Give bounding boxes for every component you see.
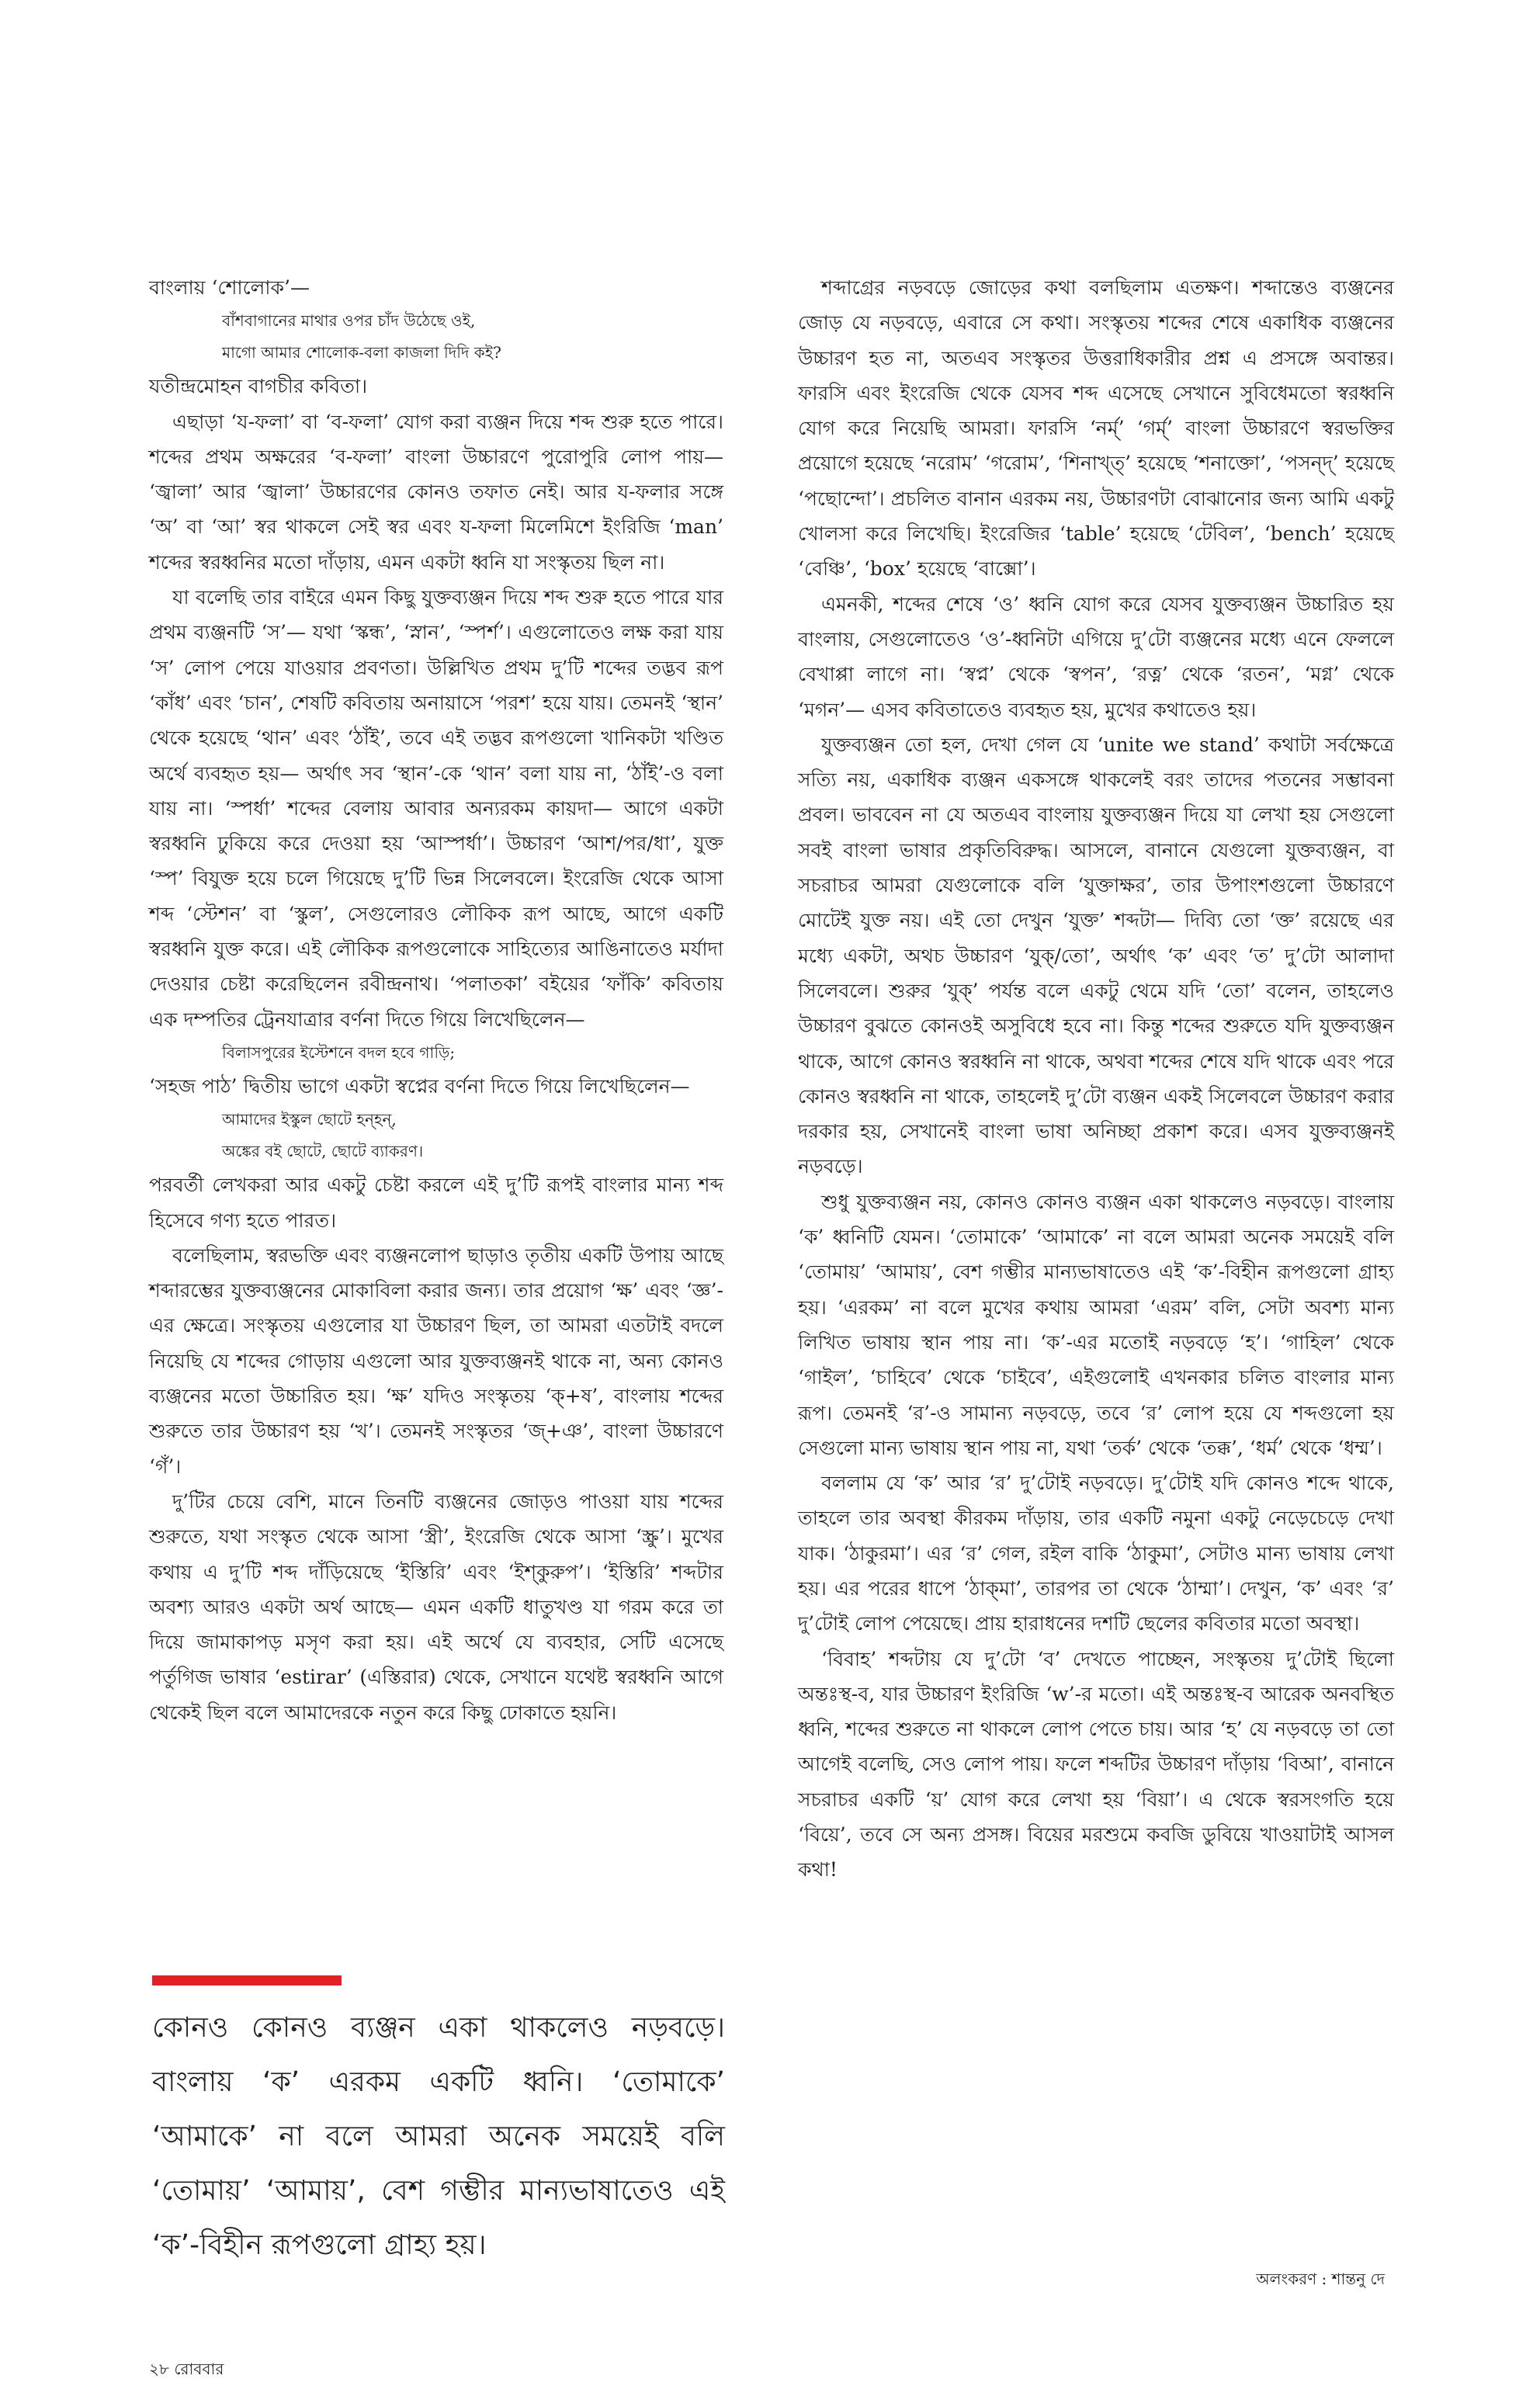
body-paragraph: দু’টির চেয়ে বেশি, মানে তিনটি ব্যঞ্জনের জোড়ও পাওয়া যায় শব্দের শুরুতে, যথা সংস্কৃত থেকে আসা ‘স্ত্রী’, ইংরেজি থেকে আসা ‘স্ক্রু’। মুখের কথায় এ দু’টি শব্দ দাঁড়িয়েছে ‘ইস্তিরি’ এবং ‘ইশ্‌কুরুপ’। ‘ইস্তিরি’ শব্দটার অবশ্য আরও একটা অর্থ আছে— এমন একটি ধাতুখণ্ড যা গরম করে তা দিয়ে জামাকাপড় মসৃণ করা হয়। এই অর্থে যে ব্যবহার, সেটি এসেছে পর্তুগিজ ভাষার ‘estirar’ (এস্তিরার) থেকে, সেখানে যথেষ্ট স্বরধ্বনি আগে থেকেই ছিল বলে আমাদেরকে নতুন করে কিছু ঢোকাতে হয়নি। (149, 1490, 723, 1724)
body-paragraph: যা বলেছি তার বাইরে এমন কিছু যুক্তব্যঞ্জন দিয়ে শব্দ শুরু হতে পারে যার প্রথম ব্যঞ্জনটি ‘স’— যথা ‘স্কন্ধ’, ‘স্নান’, ‘স্পর্শ’। এগুলোতেও লক্ষ করা যায় ‘স’ লোপ পেয়ে যাওয়ার প্রবণতা। উল্লিখিত প্রথম দু’টি শব্দের তদ্ভব রূপ ‘কাঁধ’ এবং ‘চান’, শেষটি কবিতায় অনায়াসে ‘পরশ’ হয়ে যায়। তেমনই ‘স্থান’ থেকে হয়েছে ‘থান’ এবং ‘ঠাঁই’, তবে এই তদ্ভব রূপগুলো খানিকটা খণ্ডিত অর্থে ব্যবহৃত হয়— অর্থাৎ সব ‘স্থান’-কে ‘থান’ বলা যায় না, ‘ঠাঁই’-ও বলা যায় না। ‘স্পর্ধা’ শব্দের বেলায় আবার অন্যরকম কায়দা— আগে একটা স্বরধ্বনি ঢুকিয়ে করে দেওয়া হয় ‘আস্পর্ধা’। উচ্চারণ ‘আশ/পর/ধা’, যুক্ত ‘স্প’ বিযুক্ত হয়ে চলে গিয়েছে দু’টি ভিন্ন সিলেবলে। ইংরেজি থেকে আসা শব্দ ‘স্টেশন’ বা ‘স্কুল’, সেগুলোরও লৌকিক রূপ আছে, আগে একটি স্বরধ্বনি যুক্ত করে। এই লৌকিক রূপগুলোকে সাহিত্যের আঙিনাতেও মর্যাদা দেওয়ার চেষ্টা করেছিলেন রবীন্দ্রনাথ। ‘পলাতকা’ বইয়ের ‘ফাঁকি’ কবিতায় এক দম্পতির ট্রেনযাত্রার বর্ণনা দিতে গিয়ে লিখেছিলেন— (149, 586, 723, 1031)
body-paragraph: বললাম যে ‘ক’ আর ‘র’ দু’টোই নড়বড়ে। দু’টোই যদি কোনও শব্দে থাকে, তাহলে তার অবস্থা কীরকম দাঁড়ায়, তার একটি নমুনা একটু নেড়েচেড়ে দেখা যাক। ‘ঠাকুরমা’। এর ‘র’ গেল, রইল বাকি ‘ঠাকুমা’, সেটাও মান্য ভাষায় লেখা হয়। এর পরের ধাপে ‘ঠাক্‌মা’, তারপর তা থেকে ‘ঠাম্মা’। দেখুন, ‘ক’ এবং ‘র’ দু’টোই লোপ পেয়েছে। প্রায় হারাধনের দশটি ছেলের কবিতার মতো অবস্থা। (798, 1472, 1394, 1635)
body-paragraph: যতীন্দ্রমোহন বাগচীর কবিতা। (149, 375, 368, 398)
body-paragraph: শব্দাগ্রের নড়বড়ে জোড়ের কথা বলছিলাম এতক্ষণ। শব্দান্তেও ব্যঞ্জনের জোড় যে নড়বড়ে, এবারে সে কথা। সংস্কৃতয় শব্দের শেষে একাধিক ব্যঞ্জনের উচ্চারণ হত না, অতএব সংস্কৃতর উত্তরাধিকারীর প্রশ্ন এ প্রসঙ্গে অবান্তর। ফারসি এবং ইংরেজি থেকে যেসব শব্দ এসেছে সেখানে সুবিধেমতো স্বরধ্বনি যোগ করে নিয়েছি আমরা। ফারসি ‘নর্ম্’ ‘গর্ম্’ বাংলা উচ্চারণে স্বরভক্তির প্রয়োগে হয়েছে ‘নরোম’ ‘গরোম’, ‘শিনাখ্‌ত্’ হয়েছে ‘শনাক্তো’, ‘পসন্দ্’ হয়েছে ‘পছোন্দো’। প্রচলিত বানান এরকম নয়, উচ্চারণটা বোঝানোর জন্য আমি একটু খোলসা করে লিখেছি। ইংরেজির ‘table’ হয়েছে ‘টেবিল’, ‘bench’ হয়েছে ‘বেঞ্চি’, ‘box’ হয়েছে ‘বাক্সো’। (798, 276, 1395, 581)
body-paragraph: পরবর্তী লেখকরা আর একটু চেষ্টা করলে এই দু’টি রূপই বাংলার মান্য শব্দ হিসেবে গণ্য হতে পারত। (149, 1174, 723, 1232)
body-paragraph: ‘বিবাহ’ শব্দটায় যে দু’টো ‘ব’ দেখতে পাচ্ছেন, সংস্কৃতয় দু’টোই ছিলো অন্তঃস্থ-ব, যার উচ্চারণ ইংরিজি ‘w’-র মতো। এই অন্তঃস্থ-ব আরেক অনবস্থিত ধ্বনি, শব্দের শুরুতে না থাকলে লোপ পেতে চায়। আর ‘হ’ যে নড়বড়ে তা তো আগেই বলেছি, সেও লোপ পায়। ফলে শব্দটির উচ্চারণ দাঁড়ায় ‘বিআ’, বানানে সচরাচর একটি ‘য়’ যোগ করে লেখা হয় ‘বিয়া’। এ থেকে স্বরসংগতি হয়ে ‘বিয়ে’, তবে সে অন্য প্রসঙ্গ। বিয়ের মরশুমে কবজি ডুবিয়ে খাওয়াটাই আসল কথা! (798, 1647, 1394, 1881)
body-paragraph: এমনকী, শব্দের শেষে ‘ও’ ধ্বনি যোগ করে যেসব যুক্তব্যঞ্জন উচ্চারিত হয় বাংলায়, সেগুলোতেও ‘ও’-ধ্বনিটা এগিয়ে দু’টো ব্যঞ্জনের মধ্যে এনে ফেললে বেখাপ্পা লাগে না। ‘স্বপ্ন’ থেকে ‘স্বপন’, ‘রত্ন’ থেকে ‘রতন’, ‘মগ্ন’ থেকে ‘মগন’— এসব কবিতাতেও ব্যবহৃত হয়, মুখের কথাতেও হয়। (798, 592, 1394, 721)
verse-line: অঙ্কের বই ছোটে, ছোটে ব্যাকরণ। (222, 1142, 424, 1161)
left-column (149, 270, 723, 1730)
verse-line: বাঁশবাগানের মাথার ওপর চাঁদ উঠেছে ওই, (222, 311, 476, 331)
verse-line: আমাদের ইস্কুল ছোটে হন্হন্, (222, 1110, 397, 1129)
illustration-credit: অলংকরণ : শান্তনু দে (1256, 2270, 1385, 2288)
right-column (798, 270, 1394, 1888)
body-paragraph: ‘সহজ পাঠ’ দ্বিতীয় ভাগে একটা স্বপ্নের বর্ণনা দিতে গিয়ে লিখেছিলেন— (149, 1074, 690, 1098)
body-paragraph: বলেছিলাম, স্বরভক্তি এবং ব্যঞ্জনলোপ ছাড়াও তৃতীয় একটি উপায় আছে শব্দারম্ভের যুক্তব্যঞ্জনের মোকাবিলা করার জন্য। তার প্রয়োগ ‘ক্ষ’ এবং ‘জ্ঞ’-এর ক্ষেত্রে। সংস্কৃতয় এগুলোর যা উচ্চারণ ছিল, তা আমরা এতটাই বদলে নিয়েছি যে শব্দের গোড়ায় এগুলো আর যুক্তব্যঞ্জনই থাকে না, অন্য কোনও ব্যঞ্জনের মতো উচ্চারিত হয়। ‘ক্ষ’ যদিও সংস্কৃতয় ‘ক্+ষ’, বাংলায় শব্দের শুরুতে তার উচ্চারণ হয় ‘খ’। তেমনই সংস্কৃতর ‘জ্+ঞ’, বাংলা উচ্চারণে ‘গঁ’। (149, 1243, 723, 1478)
body-paragraph: শুধু যুক্তব্যঞ্জন নয়, কোনও কোনও ব্যঞ্জন একা থাকলেও নড়বড়ে। বাংলায় ‘ক’ ধ্বনিটি যেমন। ‘তোমাকে’ ‘আমাকে’ না বলে আমরা অনেক সময়েই বলি ‘তোমায়’ ‘আমায়’, বেশ গম্ভীর মান্যভাষাতেও এই ‘ক’-বিহীন রূপগুলো গ্রাহ্য হয়। ‘এরকম’ না বলে মুখের কথায় আমরা ‘এরম’ বলি, সেটা অবশ্য মান্য লিখিত ভাষায় স্থান পায় না। ‘ক’-এর মতোই নড়বড়ে ‘হ’। ‘গাহিল’ থেকে ‘গাইল’, ‘চাহিবে’ থেকে ‘চাইবে’, এইগুলোই এখনকার চলিত বাংলার মান্য রূপ। তেমনই ‘র’-ও সামান্য নড়বড়ে, তবে ‘র’ লোপ হয়ে যে শব্দগুলো হয় সেগুলো মান্য ভাষায় স্থান পায় না, যথা ‘তর্ক’ থেকে ‘তক্ক’, ‘ধর্ম’ থেকে ‘ধম্ম’। (798, 1190, 1394, 1459)
page-footer: ২৮ রোববার (149, 2360, 224, 2378)
pull-quote-accent-bar (152, 1975, 342, 1985)
verse-line: বিলাসপুরের ইস্টেশনে বদল হবে গাড়ি; (222, 1042, 456, 1062)
body-paragraph: যুক্তব্যঞ্জন তো হল, দেখা গেল যে ‘unite we stand’ কথাটা সর্বক্ষেত্রে সত্যি নয়, একাধিক ব্যঞ্জন একসঙ্গে থাকলেই বরং তাদের পতনের সম্ভাবনা প্রবল। ভাববেন না যে অতএব বাংলায় যুক্তব্যঞ্জন দিয়ে যা লেখা হয় সেগুলো সবই বাংলা ভাষার প্রকৃতিবিরুদ্ধ। আসলে, বানানে যেগুলো যুক্তব্যঞ্জন, বা সচরাচর আমরা যেগুলোকে বলি ‘যুক্তাক্ষর’, তার উপাংশগুলো উচ্চারণে মোটেই যুক্ত নয়। এই তো দেখুন ‘যুক্ত’ শব্দটা— দিব্যি তো ‘ক্ত’ রয়েছে এর মধ্যে একটা, অথচ উচ্চারণ ‘যুক্/তো’, অর্থাৎ ‘ক’ এবং ‘ত’ দু’টো আলাদা সিলেবলে। শুরুর ‘যুক্’ পর্যন্ত বলে একটু থেমে যদি ‘তো’ বলেন, তাহলেও উচ্চারণ বুঝতে কোনওই অসুবিধে হবে না। কিন্তু শব্দের শুরুতে যদি যুক্তব্যঞ্জন থাকে, আগে কোনও স্বরধ্বনি না থাকে, অথবা শব্দের শেষে যদি থাকে এবং পরে কোনও স্বরধ্বনি না থাকে, তাহলেই দু’টো ব্যঞ্জন একই সিলেবলে উচ্চারণ করার দরকার হয়, সেখানেই বাংলা ভাষা অনিচ্ছা প্রকাশ করে। এসব যুক্তব্যঞ্জনই নড়বড়ে। (798, 733, 1394, 1178)
pull-quote: কোনও কোনও ব্যঞ্জন একা থাকলেও নড়বড়ে। বাংলায় ‘ক’ এরকম একটি ধ্বনি। ‘তোমাকে’ ‘আমাকে’ না বলে আমরা অনেক সময়েই বলি ‘তোমায়’ ‘আমায়’, বেশ গম্ভীর মান্যভাষাতেও এই ‘ক’-বিহীন রূপগুলো গ্রাহ্য হয়। (152, 2012, 725, 2261)
body-paragraph: বাংলায় ‘শোলোক’— (149, 276, 310, 299)
verse-line: মাগো আমার শোলোক-বলা কাজলা দিদি কই? (222, 343, 501, 362)
body-paragraph: এছাড়া ‘য-ফলা’ বা ‘ব-ফলা’ যোগ করা ব্যঞ্জন দিয়ে শব্দ শুরু হতে পারে। শব্দের প্রথম অক্ষরের ‘ব-ফলা’ বাংলা উচ্চারণে পুরোপুরি লোপ পায়— ‘জ্বালা’ আর ‘জ্বালা’ উচ্চারণের কোনও তফাত নেই। আর য-ফলার সঙ্গে ‘অ’ বা ‘আ’ স্বর থাকলে সেই স্বর এবং য-ফলা মিলেমিশে ইংরিজি ‘man’ শব্দের স্বরধ্বনির মতো দাঁড়ায়, এমন একটা ধ্বনি যা সংস্কৃতয় ছিল না। (149, 410, 723, 574)
